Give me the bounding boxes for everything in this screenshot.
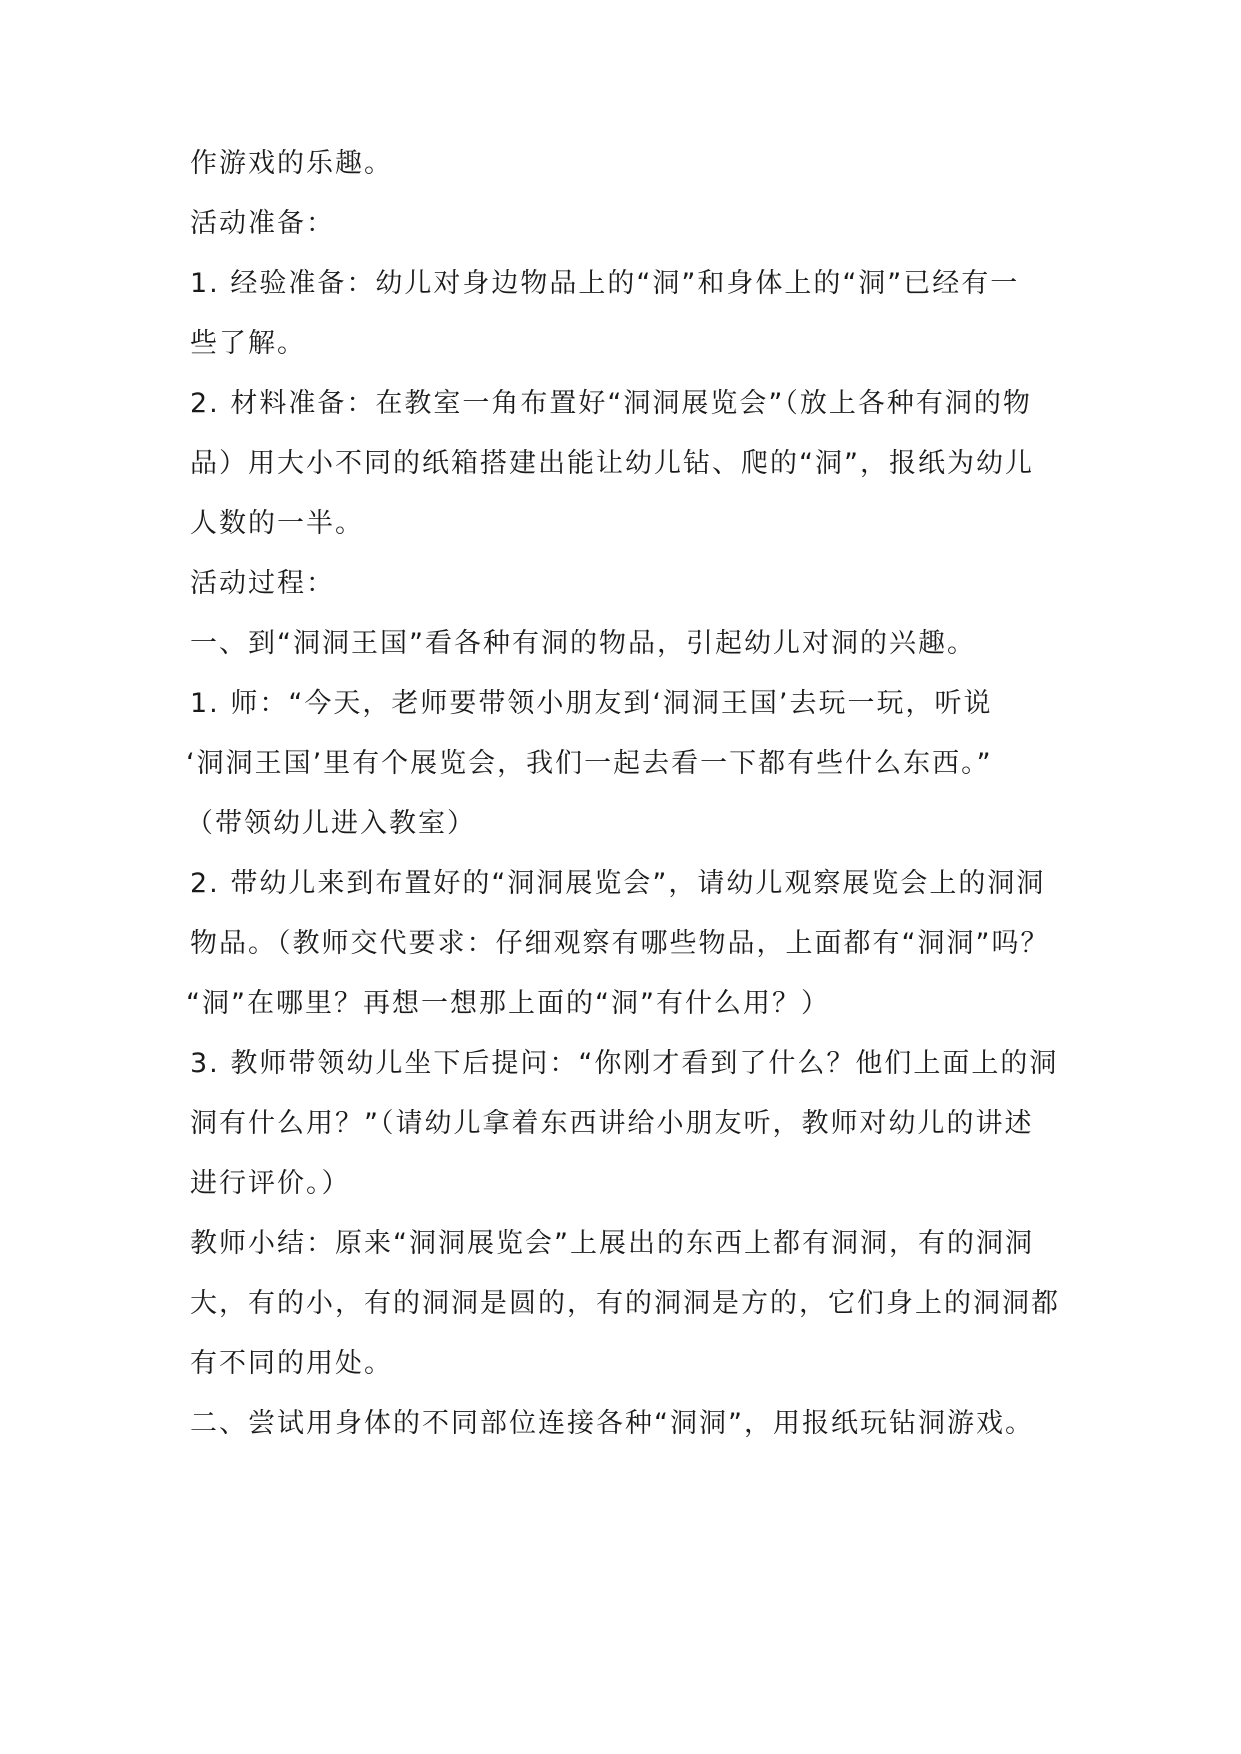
section-heading-process: 活动过程： — [190, 568, 335, 599]
step-heading-two: 二、尝试用身体的不同部位连接各种“洞洞”，用报纸玩钻洞游戏。 — [190, 1408, 1034, 1439]
section-heading-preparation: 活动准备： — [190, 208, 335, 239]
text-line: 作游戏的乐趣。 — [190, 148, 393, 179]
text-line: 2. 材料准备：在教室一角布置好“洞洞展览会”（放上各种有洞的物 — [190, 388, 1032, 419]
text-line: 2. 带幼儿来到布置好的“洞洞展览会”，请幼儿观察展览会上的洞洞 — [190, 868, 1046, 899]
summary-line: 大，有的小，有的洞洞是圆的，有的洞洞是方的，它们身上的洞洞都 — [190, 1288, 1060, 1319]
text-line: 人数的一半。 — [190, 508, 364, 539]
text-line: 进行评价。） — [190, 1168, 351, 1199]
text-line: 3. 教师带领幼儿坐下后提问：“你刚才看到了什么？他们上面上的洞 — [190, 1048, 1059, 1079]
text-line: （带领幼儿进入教室） — [186, 808, 476, 839]
text-line: 洞有什么用？”（请幼儿拿着东西讲给小朋友听，教师对幼儿的讲述 — [190, 1108, 1034, 1139]
text-line: “洞”在哪里？再想一想那上面的“洞”有什么用？） — [186, 988, 830, 1019]
text-line: 1. 师：“今天，老师要带领小朋友到‘洞洞王国’去玩一玩，听说 — [190, 688, 993, 719]
summary-line: 教师小结：原来“洞洞展览会”上展出的东西上都有洞洞，有的洞洞 — [190, 1228, 1034, 1259]
step-heading-one: 一、到“洞洞王国”看各种有洞的物品，引起幼儿对洞的兴趣。 — [190, 628, 976, 659]
text-line: 品）用大小不同的纸箱搭建出能让幼儿钻、爬的“洞”，报纸为幼儿 — [190, 448, 1034, 479]
summary-line: 有不同的用处。 — [190, 1348, 393, 1379]
text-line: 1. 经验准备：幼儿对身边物品上的“洞”和身体上的“洞”已经有一 — [190, 268, 1020, 299]
text-line: 物品。（教师交代要求：仔细观察有哪些物品，上面都有“洞洞”吗？ — [190, 928, 1050, 959]
text-line: ‘洞洞王国’里有个展览会，我们一起去看一下都有些什么东西。” — [186, 748, 993, 779]
text-line: 些了解。 — [190, 328, 306, 359]
